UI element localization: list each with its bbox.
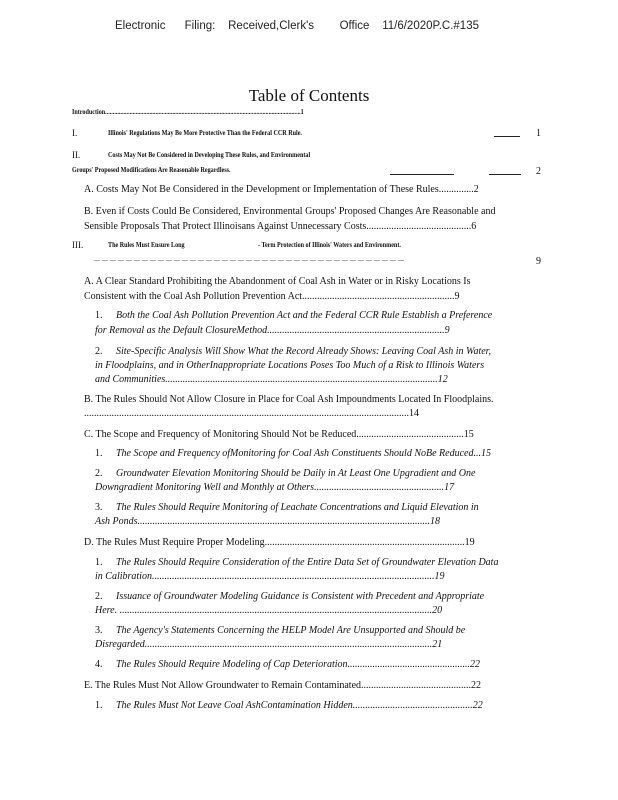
toc-entry-section-iii-c-2-line1: Groundwater Elevation Monitoring Should be Daily in At Least One Upgradient and One bbox=[116, 468, 476, 479]
toc-entry-section-iii-a-1-line2: for Removal as the Default ClosureMethod.......................................................................9 bbox=[95, 325, 450, 336]
toc-entry-section-iii-d-4-number: 4. bbox=[95, 659, 103, 670]
toc-entry-section-iii-d-2-line1: Issuance of Groundwater Modeling Guidance is Consistent with Precedent and Appropriate bbox=[116, 591, 485, 602]
toc-entry-section-iii-e-1-number: 1. bbox=[95, 700, 103, 711]
toc-entry-section-iii-title-a: The Rules Must Ensure Long bbox=[108, 241, 185, 249]
toc-entry-section-iii-a-line1: A. A Clear Standard Prohibiting the Abandonment of Coal Ash in Water or in Risky Locations Is bbox=[84, 276, 471, 287]
section-number: II. bbox=[72, 150, 81, 160]
toc-entry-section-iii-a-2-line3: and Communities.............................................................................................................12 bbox=[95, 374, 448, 385]
toc-entry-section-ii-a: A. Costs May Not Be Considered in the Development or Implementation of These Rules..............2 bbox=[84, 184, 479, 195]
toc-entry-section-iii-c-2-number: 2. bbox=[95, 468, 103, 479]
toc-entry-section-iii-page: 9 bbox=[536, 256, 541, 267]
toc-entry-section-iii-a-2-line1: Site-Specific Analysis Will Show What the Record Already Shows: Leaving Coal Ash in Water, bbox=[116, 346, 491, 357]
toc-entry-section-iii-a-2-number: 2. bbox=[95, 346, 103, 357]
toc-entry-section-iii-a-line2: Consistent with the Coal Ash Pollution Prevention Act.............................................................9 bbox=[84, 291, 460, 302]
toc-entry-section-iii-a-2-line2: in Floodplains, and in OtherInappropriate Locations Poses Too Much of a Risk to Illinois Waters bbox=[95, 360, 485, 371]
toc-entry-section-iii-c-3-line1: The Rules Should Require Monitoring of Leachate Concentrations and Liquid Elevation in bbox=[116, 502, 479, 513]
toc-entry-section-iii-c: C. The Scope and Frequency of Monitoring Should Not be Reduced...........................................15 bbox=[84, 429, 474, 440]
toc-entry-section-iii-c-3-line2: Ash Ponds.....................................................................................................................18 bbox=[95, 516, 440, 527]
toc-entry-section-i-title: Illinois' Regulations May Be More Protective Than the Federal CCR Rule. bbox=[108, 129, 302, 137]
toc-entry-section-iii-d-4: The Rules Should Require Modeling of Cap Deterioration.................................................22 bbox=[116, 659, 481, 670]
toc-entry-section-iii-d-3-line2: Disregarded...................................................................................................................21 bbox=[95, 639, 443, 650]
toc-entry-section-iii-c-1: The Scope and Frequency ofMonitoring for Coal Ash Constituents Should NoBe Reduced...15 bbox=[116, 448, 491, 459]
toc-entry-section-iii-d-1-number: 1. bbox=[95, 557, 103, 568]
toc-entry-section-ii-b-line1: B. Even if Costs Could Be Considered, Environmental Groups' Proposed Changes Are Reasonable and bbox=[84, 206, 496, 217]
toc-entry-section-ii-line2: Groups' Proposed Modifications Are Reasonable Regardless. bbox=[72, 166, 231, 174]
toc-entry-section-iii-c-2-line2: Downgradient Monitoring Well and Monthly at Others....................................................17 bbox=[95, 482, 455, 493]
toc-entry-section-ii-b-line2: Sensible Proposals That Protect Illinoisans Against Unnecessary Costs..........................................6 bbox=[84, 221, 477, 232]
entry-dots: ................................................................................................................................ bbox=[105, 108, 301, 116]
toc-entry-section-i bbox=[72, 128, 77, 138]
toc-entry-section-ii bbox=[72, 150, 80, 160]
toc-entry-section-iii-d-3-number: 3. bbox=[95, 625, 103, 636]
toc-entry-section-iii-a-1-line1: Both the Coal Ash Pollution Prevention Act and the Federal CCR Rule Establish a Preference bbox=[116, 310, 493, 321]
toc-entry-section-iii-d-2-number: 2. bbox=[95, 591, 103, 602]
entry-text: Introduction bbox=[72, 108, 106, 116]
filing-header: Electronic Filing: Received,Clerk's Office 11/6/2020P.C.#135 bbox=[115, 20, 479, 32]
page-rule bbox=[494, 136, 520, 137]
toc-entry-section-iii-c-1-number: 1. bbox=[95, 448, 103, 459]
toc-entry-section-iii-b-line1: B. The Rules Should Not Allow Closure in Place for Coal Ash Impoundments Located In Floodplains. bbox=[84, 394, 494, 405]
entry-page: 1 bbox=[300, 108, 304, 116]
toc-entry-section-iii-d-1-line2: in Calibration.................................................................................................................19 bbox=[95, 571, 445, 582]
toc-entry-section-iii-c-3-number: 3. bbox=[95, 502, 103, 513]
toc-entry-section-iii-a-1-number: 1. bbox=[95, 310, 103, 321]
toc-entry-section-iii-d-3-line1: The Agency's Statements Concerning the HELP Model Are Unsupported and Should be bbox=[116, 625, 466, 636]
toc-entry-section-iii-e: E. The Rules Must Not Allow Groundwater to Remain Contaminated............................................22 bbox=[84, 680, 482, 691]
page-rule bbox=[489, 174, 521, 175]
toc-entry-section-iii-e-1: The Rules Must Not Leave Coal AshContamination Hidden................................................22 bbox=[116, 700, 483, 711]
toc-entry-section-iii-d-2-line2: Here. .............................................................................................................................20 bbox=[95, 605, 443, 616]
toc-entry-section-iii bbox=[72, 240, 83, 250]
toc-entry-section-iii-b-line2: ..................................................................................................................................14 bbox=[84, 408, 419, 419]
toc-entry-section-ii-page: 2 bbox=[536, 166, 541, 177]
toc-entry-section-iii-dots: ... ... ... ... ... ... ... ... ... ... ... ... ... ... ... ... ... ... ... ... ... ... ... ... ... ... ... ... ... ... ... ... ... ... ... ... ... ... ... bbox=[94, 254, 404, 263]
toc-entry-section-iii-d: D. The Rules Must Require Proper Modeling................................................................................19 bbox=[84, 537, 475, 548]
toc-entry-introduction bbox=[72, 108, 304, 116]
page-rule bbox=[390, 174, 454, 175]
section-number: I. bbox=[72, 128, 78, 138]
toc-entry-section-iii-title-b: - Term Protection of Illinois' Waters and Environment. bbox=[258, 241, 401, 249]
toc-entry-section-i-page: 1 bbox=[536, 128, 541, 139]
page-title: Table of Contents bbox=[248, 86, 370, 105]
section-number: III. bbox=[72, 240, 84, 250]
toc-entry-section-iii-d-1-line1: The Rules Should Require Consideration of the Entire Data Set of Groundwater Elevation Data bbox=[116, 557, 499, 568]
toc-entry-section-ii-line1: Costs May Not Be Considered in Developing These Rules, and Environmental bbox=[108, 151, 311, 159]
